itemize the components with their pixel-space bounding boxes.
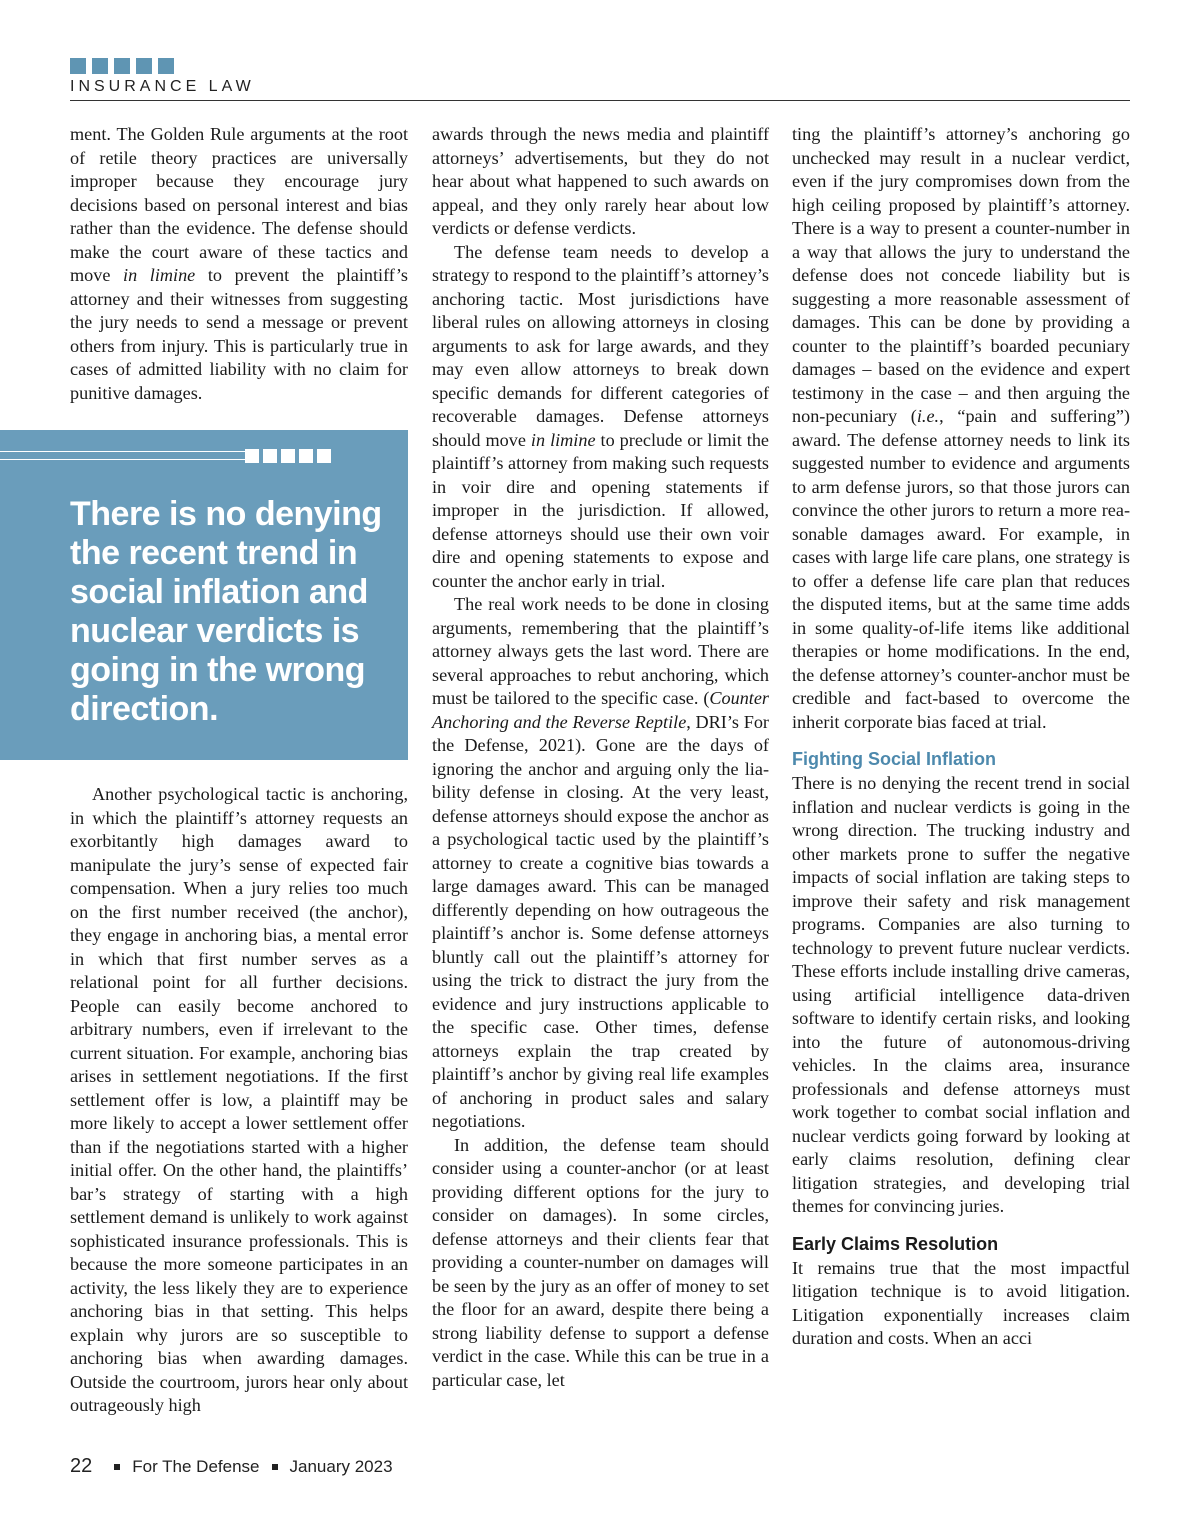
pull-quote-square xyxy=(263,449,277,463)
text-run: , DRI’s For the Defense, 2021). Gone are the days of ignoring the anchor and arguing only the liability defense in closing. At the very least, defense attorneys should expose the anchor as a psychological tactic used by the plaintiff’s attorney to create a cognitive bias towards a large damages award. This can be managed differently depending on how outrageous the plaintiff’s anchor is. Some defense attorneys bluntly call out the plaintiff’s attorney for using the trick to distract the jury from the evidence and jury instructions applicable to the specific case. Other times, defense attorneys explain the trap created by plaintiff’s anchor by giving real life examples of anchoring in product sales and salary negotiations. xyxy=(432,711,769,1131)
section-heading: Fighting Social Inflation xyxy=(792,749,996,769)
paragraph xyxy=(792,123,1130,734)
page-footer xyxy=(70,1455,393,1478)
header-square xyxy=(136,58,152,74)
header-square xyxy=(158,58,174,74)
paragraph: There is no denying the recent trend in social inflation and nuclear verdicts is going in the wrong direction. The trucking industry and other markets prone to suffer the negative impacts of social inflation are taking steps to improve their safety and risk management programs. Companies are also turning to technology to prevent future nuclear verdicts. These efforts include installing drive cameras, using artificial intelligence data-driven software to identify certain risks, and looking into the future of autonomous-driving vehicles. In the claims area, insurance professionals and defense attorneys must work together to combat social inflation and nuclear verdicts going forward by looking at early claims resolution, defining clear litigation strategies, and developing trial themes for convincing juries. xyxy=(792,773,1130,1216)
header-square xyxy=(114,58,130,74)
column-1-top xyxy=(70,123,408,405)
column-1-bottom xyxy=(70,783,408,1418)
pull-quote-squares xyxy=(245,449,331,463)
pull-quote-box xyxy=(0,430,408,760)
bullet-separator xyxy=(272,1464,278,1470)
italic-run: Counter Anchoring and the Reverse Reptile xyxy=(432,688,769,732)
header-square xyxy=(70,58,86,74)
text-run: ting the plaintiff’s attorney’s anchoring go unchecked may result in a nuclear verdict, even if the jury compromises down from the high ceiling proposed by plaintiff’s attorney. There is a way to present a counter-number in a way that allows the jury to understand the defense does not concede liability but is suggesting a more reasonable assessment of damages. This can be done by providing a counter to the plaintiff’s boarded pecuniary damages – based on the evidence and expert testimony in the case – and then arguing the non-pecuniary ( xyxy=(792,124,1130,426)
page-number: 22 xyxy=(70,1455,93,1477)
section-label: INSURANCE LAW xyxy=(70,78,255,95)
pull-quote-square xyxy=(317,449,331,463)
header-rule xyxy=(70,100,1130,101)
paragraph: Another psychological tactic is anchoring, in which the plaintiff’s attorney requests an exorbitantly high damages award to manipulate the jury’s sense of expected fair compensation. When a jury relies too much on the first number received (the anchor), they engage in anchoring bias, a mental error in which that first number serves as a relational point for all further decisions. People can easily become anchored to arbitrary numbers, even if irrelevant to the current situation. For example, anchoring bias arises in settlement negotiations. If the first settlement offer is low, a plaintiff may be more likely to accept a lower settlement offer than if the negotiations started with a higher initial offer. On the other hand, the plaintiffs’ bar’s strategy of starting with a high settlement demand is unlikely to work against sophisticated insurance professionals. This is because the more someone participates in an activity, the less likely they are to experience anchoring bias in that setting. This helps explain why jurors are so susceptible to anchoring bias when awarding damages. Outside the courtroom, jurors hear only about outrageously high xyxy=(70,784,408,1415)
pull-quote-square xyxy=(299,449,313,463)
publication-name: For The Defense xyxy=(132,1456,260,1476)
italic-run: in limine xyxy=(530,429,596,450)
italic-run: i.e. xyxy=(916,406,940,426)
issue-date: January 2023 xyxy=(289,1456,393,1476)
pull-quote-rule xyxy=(0,451,248,460)
pull-quote-square xyxy=(281,449,295,463)
text-run: The real work needs to be done in closing arguments, remembering that the plaintiff’s attorney always gets the last word. There are several approaches to rebut anchoring, which must be tailored to the specific case. ( xyxy=(432,594,769,708)
paragraph: awards through the news media and plaintiff attorneys’ advertisements, but they do not hear about what happened to such awards on appeal, and they only rarely hear about low verdicts or defense verdicts. xyxy=(432,124,769,238)
header-square xyxy=(92,58,108,74)
text-run: to prevent the plaintiff’s attorney and their witnesses from suggesting the jury needs to send a message or prevent others from injury. This is particularly true in cases of admitted liability with no claim for punitive damages. xyxy=(70,265,408,403)
text-run: ment. The Golden Rule arguments at the root of retile theory practices are universally improper because they encourage jury decisions based on personal interest and bias rather than the evidence. The defense should make the court aware of these tactics and move xyxy=(70,124,408,285)
text-run: , “pain and suffering”) award. The defense attorney needs to link its suggested number to evidence and arguments to arm defense jurors, so that those jurors can convince the other jurors to return a more reasonable damages award. For example, in cases with large life care plans, one strategy is to offer a defense life care plan that reduces the disputed items, but at the same time adds in some quality-of-life items like additional therapies or home modifications. In the end, the defense attorney’s counter-anchor must be credible and fact-based to overcome the inherit corporate bias faced at trial. xyxy=(792,406,1130,732)
section-heading: Early Claims Resolution xyxy=(792,1233,999,1254)
text-run: to preclude or limit the plaintiff’s attorney from making such requests in voir dire and opening statements if improper in the jurisdiction. If allowed, defense attorneys should use their own voir dire and opening statements to expose and counter the anchor early in trial. xyxy=(432,429,770,591)
paragraph xyxy=(70,123,408,405)
paragraph: It remains true that the most impactful litigation technique is to avoid litigation. Litigation exponentially increases claim duration and costs. When an acci xyxy=(792,1257,1130,1348)
paragraph xyxy=(432,593,769,1134)
italic-run: in limine xyxy=(123,265,196,285)
paragraph: In addition, the defense team should consider using a counter-anchor (or at least providing different options for the jury to consider on damages). In some circles, defense attorneys and their clients fear that providing a counter-number on damages will be seen by the jury as an offer of money to set the floor for an award, despite there being a strong liability defense to support a defense verdict in the case. While this can be true in a particular case, let xyxy=(432,1134,769,1390)
pull-quote-text: There is no denying the recent trend in social inflation and nuclear verdicts is going in the wrong direction. xyxy=(70,495,382,728)
header-squares xyxy=(70,58,174,74)
column-2 xyxy=(432,123,769,1392)
pull-quote-square xyxy=(245,449,259,463)
bullet-separator xyxy=(114,1464,120,1470)
text-run: The defense team needs to develop a strategy to respond to the plaintiff’s attorney’s anchoring tactic. Most jurisdictions have liberal rules on allowing attorneys in closing arguments to ask for large awards, and they may even allow attorneys to break down specific demands for different categories of recoverable damages. Defense attorneys should move xyxy=(432,241,769,450)
column-3 xyxy=(792,123,1130,1351)
paragraph xyxy=(432,241,769,594)
